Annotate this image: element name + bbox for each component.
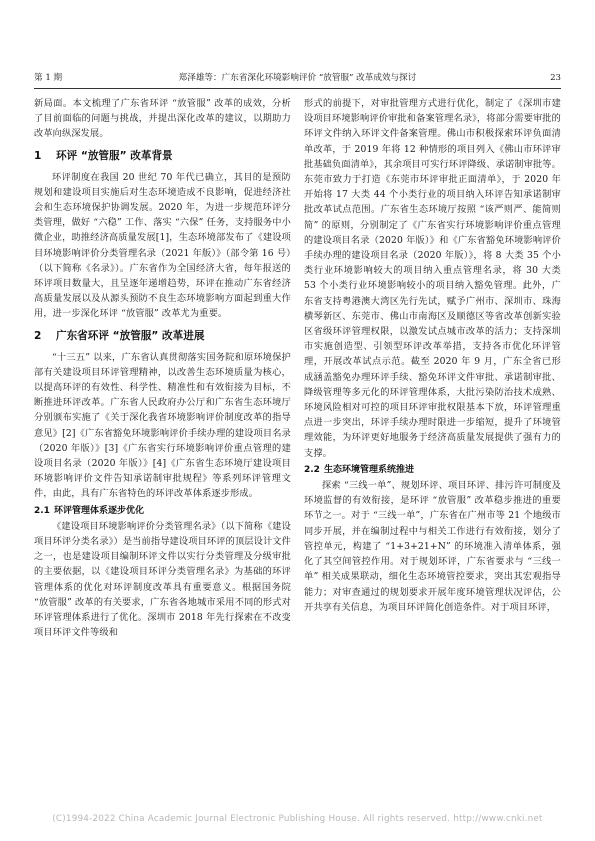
section-heading-1 xyxy=(34,148,291,164)
section-title: 广东省环评 “放管服” 改革进展 xyxy=(56,329,205,342)
subsection-number: 2.1 xyxy=(34,505,50,516)
paragraph: 探索 “三线一单”、规划环评、项目环评、排污许可制度及环境监督的有效衔接，是环评 “放管服” 改革稳步推进的重要环节之一。对于 “三线一单”，广东省在广州市等 21 个地级市同步开展，并在编制过程中与相关工作进行有效衔接，划分了管控单元，构建了 “1+3+21+N” 的环境准入清单体系，强化了其空间管控作用。对于规划环评，广东省要求与 “三线一单” 相关成果联动，细化生态环境管控要求，突出其宏观指导能力；对审查通过的规划要求开展年度环境管理状况评估，公开共享有关信息，为项目环评简化创造条件。对于项目环评， xyxy=(304,480,561,613)
paragraph: 新局面。本文梳理了广东省环评 “放管服” 改革的成效，分析了目前面临的问题与挑战，并提出深化改革的建议，以期助力改革向纵深发展。 xyxy=(34,98,291,140)
page-number: 23 xyxy=(550,73,561,83)
subsection-heading-2-2 xyxy=(304,463,561,478)
running-title: 郑泽雄等：广东省深化环境影响评价 “放管服” 改革成效与探讨 xyxy=(178,73,417,83)
left-column xyxy=(34,96,291,641)
header-rule xyxy=(34,88,561,89)
subsection-title: 环评管理体系逐步优化 xyxy=(54,505,145,516)
section-number: 1 xyxy=(34,149,42,162)
paragraph: 环评制度在我国 20 世纪 70 年代已确立，其目的是预防规划和建设项目实施后对生态环境造成不良影响，促进经济社会和生态环境保护协调发展。2020 年，为进一步规范环评分类管理，做好 “六稳” 工作、落实 “六保” 任务，支持服务中小微企业，助推经济高质量发展[1]，生态环境部发布了《建设项目环境影响评价分类管理名录（2021 年版）》（部令第 16 号）（以下简称《名录》）。广东省作为全国经济大省，每年报送的环评项目数量大，且呈逐年递增趋势，环评在推动广东省经济高质量发展以及从源头预防不良生态环境影响方面起到重大作用，进一步深化环评 “放管服” 改革尤为重要。 xyxy=(34,171,291,320)
subsection-title: 生态环境管理系统推进 xyxy=(324,464,415,475)
right-column xyxy=(304,96,561,615)
section-title: 环评 “放管服” 改革背景 xyxy=(56,149,173,162)
copyright-footer: (C)1994-2022 China Academic Journal Electronic Publishing House. All rights reserved. http://www.cnki.net xyxy=(52,814,543,824)
running-header xyxy=(34,70,561,86)
subsection-heading-2-1 xyxy=(34,504,291,519)
subsection-number: 2.2 xyxy=(304,464,320,475)
paragraph: 形式的前提下，对审批管理方式进行优化，制定了《深圳市建设项目环境影响评价审批和备案管理名录》，将部分需要审批的环评文件纳入环评文件备案管理。佛山市积极探索环评负面清单改革，于 2019 年将 12 种情形的项目列入《佛山市环评审批基础负面清单》，其余项目可实行环评降级、承诺制审批等。东莞市致力于打造《东莞市环评审批正面清单》，于 2020 年开始将 17 大类 44 个小类行业的项目纳入环评告知承诺制审批改革试点范围。广东省生态环境厅按照 “该严则严、能简则简” 的原则，分别制定了《广东省实行环境影响评价重点管理的建设项目名录（2020 年版）》和《广东省豁免环境影响评价手续办理的建设项目名录（2020 年版）》，将 8 大类 35 个小类行业环境影响较大的项目纳入重点管理名录，将 30 大类 53 个小类行业环境影响较小的项目纳入豁免管理。此外，广东省支持粤港澳大湾区先行先试，赋予广州市、深圳市、珠海横琴新区、东莞市、佛山市南海区及顺德区等省改革创新实验区省级环评管理权限，以激发试点城市改革的活力；支持深圳市实施创造型、引领型环评改革举措，支持各市优化环评管理，开展改革试点示范。截至 2020 年 9 月，广东全省已形成涵盖豁免办理环评手续、豁免环评文件审批、承诺制审批、降级管理等多元化的环评管理体系，大批污染防治技术成熟、环境风险相对可控的项目环评审批权限基本下放，环评管理重点进一步突出，环评手续办理时限进一步缩短，提升了环境管理效能，为环评更好地服务于经济高质量发展提供了强有力的支撑。 xyxy=(304,98,561,459)
section-heading-2 xyxy=(34,328,291,344)
issue-label: 第 1 期 xyxy=(34,73,63,83)
paragraph: “十三五” 以来，广东省认真贯彻落实国务院和原环境保护部有关建设项目环评管理精神，以改善生态环境质量为核心，以提高环评的有效性、科学性、精准性和有效衔接为目标，不断推进环评改革。广东省人民政府办公厅和广东省生态环境厅分别颁布实施了《关于深化我省环境影响评价制度改革的指导意见》[2]《广东省豁免环境影响评价手续办理的建设项目名录（2020 年版）》[3]《广东省实行环境影响评价重点管理的建设项目名录（2020 年版）》[4]《广东省生态环境厅建设项目环境影响评价文件告知承诺制审批规程》等系列环评管理文件，由此，具有广东省特色的环评改革体系逐步形成。 xyxy=(34,351,291,500)
paragraph: 《建设项目环境影响评价分类管理名录》（以下简称《建设项目环评分类名录》）是当前指导建设项目环评的顶层设计文件之一，也是建设项目编制环评文件以实行分类管理及分级审批的主要依据，以《建设项目环评分类管理名录》为基础的环评管理体系的优化对环评制度改革具有重要意义。根据国务院 “放管服” 改革的有关要求，广东省各地城市采用不同的形式对环评管理体系进行了优化。深圳市 2018 年先行探索在不改变项目环评文件等级和 xyxy=(34,520,291,639)
section-number: 2 xyxy=(34,329,42,342)
